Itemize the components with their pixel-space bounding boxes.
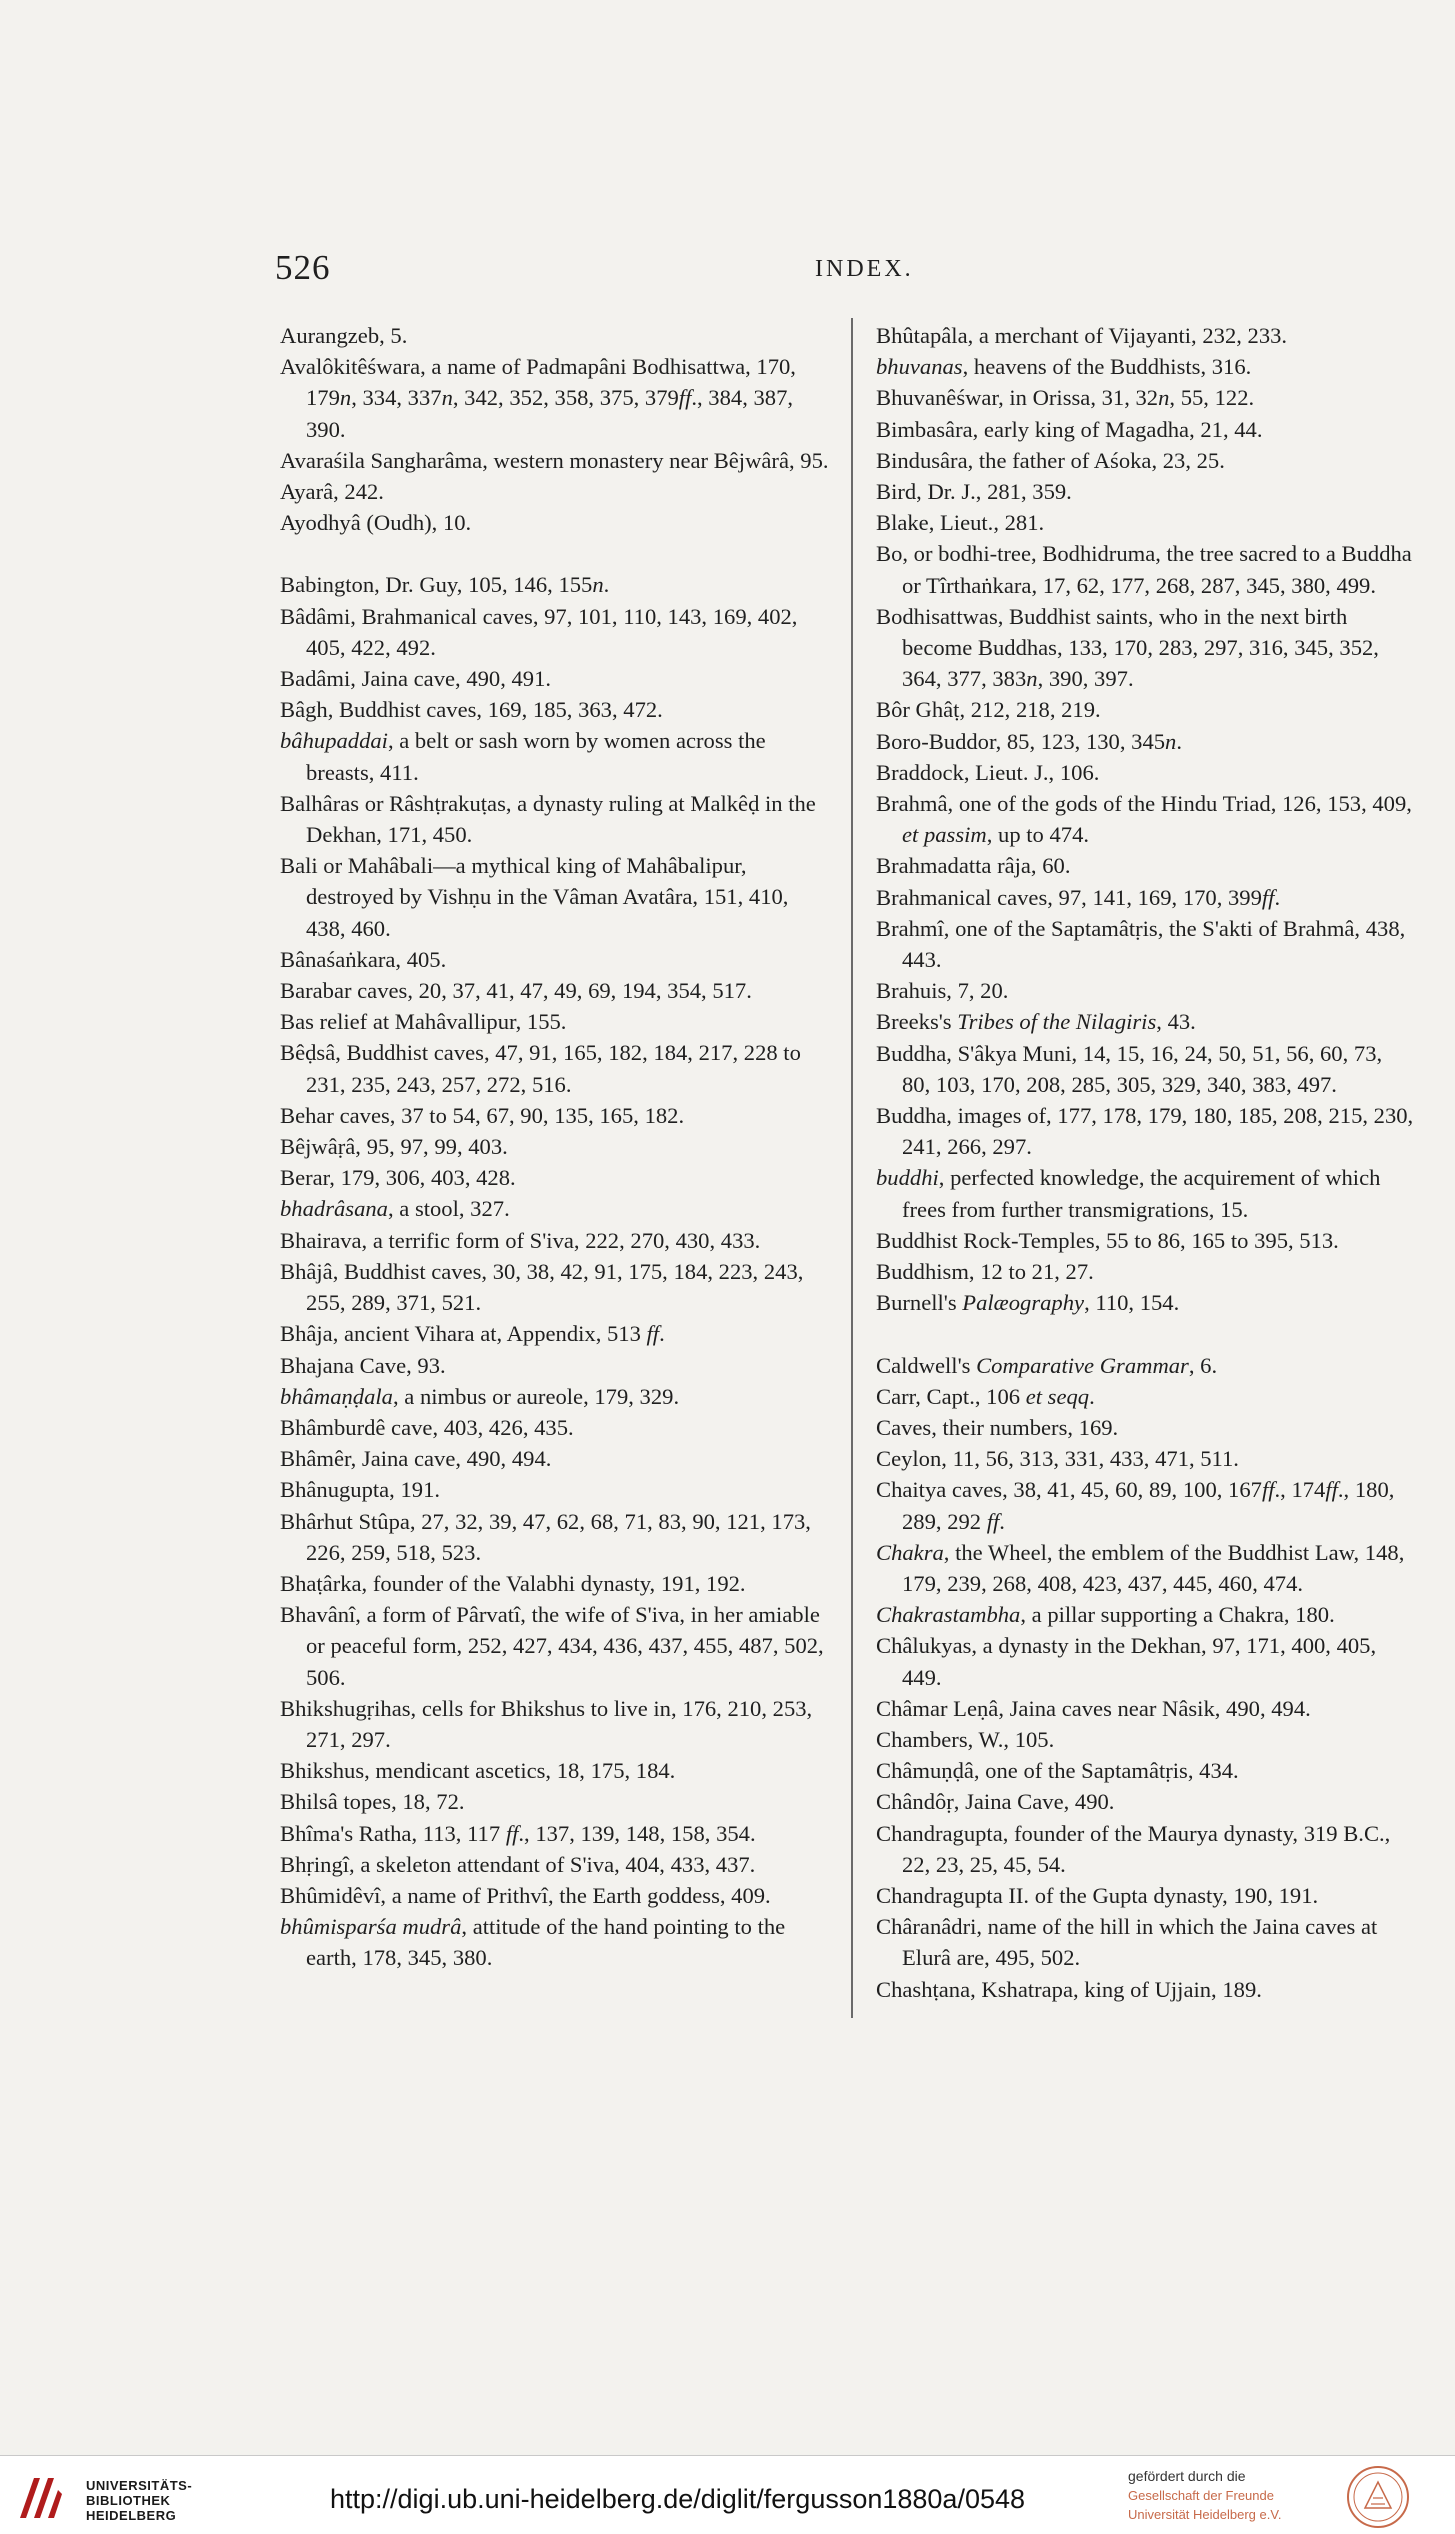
index-entry: Barabar caves, 20, 37, 41, 47, 49, 69, 194, 354, 517. <box>280 978 752 1004</box>
index-entry: Ayodhyâ (Oudh), 10. <box>280 510 472 536</box>
index-entry: Bimbasâra, early king of Magadha, 21, 44. <box>876 416 1263 442</box>
index-entry: Boro-Buddor, 85, 123, 130, 345n. <box>876 728 1182 754</box>
index-entry: Bali or Mahâbali—a mythical king of Mahâbalipur, destroyed by Vishṇu in the Vâman Avatâra, 151, 410, 438, 460. <box>280 853 789 941</box>
index-entry: Behar caves, 37 to 54, 67, 90, 135, 165, 182. <box>280 1102 685 1128</box>
index-entry: bâhupaddai, a belt or sash worn by women across the breasts, 411. <box>280 728 766 785</box>
index-entry: Babington, Dr. Guy, 105, 146, 155n. <box>280 572 610 598</box>
index-entry: Bâdâmi, Brahmanical caves, 97, 101, 110, 143, 169, 402, 405, 422, 492. <box>280 603 798 660</box>
index-column-left <box>280 320 830 1974</box>
index-entry: Chaitya caves, 38, 41, 45, 60, 89, 100, 167ff., 174ff., 180, 289, 292 ff. <box>876 1477 1395 1534</box>
index-entry: Burnell's Palæography, 110, 154. <box>876 1290 1180 1316</box>
index-entry: Buddhist Rock-Temples, 55 to 86, 165 to 395, 513. <box>876 1227 1339 1253</box>
index-entry: Bhûtapâla, a merchant of Vijayanti, 232, 233. <box>876 323 1288 348</box>
index-entry: Berar, 179, 306, 403, 428. <box>280 1165 516 1191</box>
running-title: INDEX. <box>815 256 914 282</box>
index-entry: Braddock, Lieut. J., 106. <box>876 759 1100 785</box>
sponsor-name-line: Gesellschaft der Freunde <box>1128 2488 1274 2503</box>
index-entry: Châmuṇḍâ, one of the Saptamâtṛis, 434. <box>876 1758 1239 1784</box>
sponsor-caption: gefördert durch die <box>1128 2468 1246 2484</box>
index-entry: Bêjwâṛâ, 95, 97, 99, 403. <box>280 1134 508 1160</box>
index-entry: Bhṛingî, a skeleton attendant of S'iva, 404, 433, 437. <box>280 1851 756 1877</box>
society-seal-icon <box>1345 2464 1411 2530</box>
university-library-logo-icon <box>14 2470 68 2524</box>
index-entry: Caves, their numbers, 169. <box>876 1414 1119 1440</box>
sponsor-block <box>1128 2468 1318 2522</box>
page-number: 526 <box>275 248 331 287</box>
index-entry: Bhajana Cave, 93. <box>280 1352 446 1378</box>
index-entry: Ceylon, 11, 56, 313, 331, 433, 471, 511. <box>876 1446 1239 1472</box>
index-entry: Bhânugupta, 191. <box>280 1477 441 1503</box>
index-entry: Bhâmêr, Jaina cave, 490, 494. <box>280 1446 552 1472</box>
index-entry: Chakrastambha, a pillar supporting a Chakra, 180. <box>876 1602 1335 1628</box>
index-entry: Bhûmidêvî, a name of Prithvî, the Earth goddess, 409. <box>280 1882 771 1908</box>
index-entry: Bhilsâ topes, 18, 72. <box>280 1789 465 1815</box>
index-entry: Bânaśaṅkara, 405. <box>280 946 447 972</box>
library-name-line: HEIDELBERG <box>86 2508 177 2523</box>
index-entry: Badâmi, Jaina cave, 490, 491. <box>280 666 552 692</box>
index-entry: Bhikshus, mendicant ascetics, 18, 175, 184. <box>280 1758 676 1784</box>
viewer-footer <box>0 2455 1455 2534</box>
library-name-line: UNIVERSITÄTS- <box>86 2478 193 2493</box>
index-entry: Bâgh, Buddhist caves, 169, 185, 363, 472. <box>280 697 663 723</box>
index-entry: Bhâja, ancient Vihara at, Appendix, 513 ff. <box>280 1321 665 1347</box>
index-entry: Bôr Ghâṭ, 212, 218, 219. <box>876 697 1101 723</box>
index-entry: Bhairava, a terrific form of S'iva, 222, 270, 430, 433. <box>280 1227 761 1253</box>
index-entry: Bhârhut Stûpa, 27, 32, 39, 47, 62, 68, 71, 83, 90, 121, 173, 226, 259, 518, 523. <box>280 1508 811 1565</box>
index-entry: Buddha, images of, 177, 178, 179, 180, 185, 208, 215, 230, 241, 266, 297. <box>876 1103 1414 1160</box>
column-divider <box>851 318 853 2018</box>
index-entry: Bhâjâ, Buddhist caves, 30, 38, 42, 91, 175, 184, 223, 243, 255, 289, 371, 521. <box>280 1258 804 1316</box>
index-entry: Chakra, the Wheel, the emblem of the Buddhist Law, 148, 179, 239, 268, 408, 423, 437, 445, 460, 474. <box>876 1539 1405 1596</box>
index-entry: bhûmisparśa mudrâ, attitude of the hand pointing to the earth, 178, 345, 380. <box>280 1914 786 1971</box>
index-entry: Brahuis, 7, 20. <box>876 978 1009 1004</box>
index-entry: Balhâras or Râshṭrakuṭas, a dynasty ruling at Malkêḍ in the Dekhan, 171, 450. <box>280 790 816 848</box>
index-entry: bhâmaṇḍala, a nimbus or aureole, 179, 329. <box>280 1383 680 1409</box>
index-entry: Brahmanical caves, 97, 141, 169, 170, 399ff. <box>876 884 1281 910</box>
index-column-right <box>876 320 1416 2005</box>
library-name-line: BIBLIOTHEK <box>86 2493 171 2508</box>
index-entry: buddhi, perfected knowledge, the acquirement of which frees from further transmigrations, 15. <box>876 1165 1381 1222</box>
index-entry: Bo, or bodhi-tree, Bodhidruma, the tree sacred to a Buddha or Tîrthaṅkara, 17, 62, 177, 268, 287, 345, 380, 499. <box>876 541 1412 598</box>
index-entry: Chambers, W., 105. <box>876 1726 1055 1752</box>
index-entry: Brahmî, one of the Saptamâtṛis, the S'akti of Brahmâ, 438, 443. <box>876 915 1406 973</box>
index-entry: Bhâmburdê cave, 403, 426, 435. <box>280 1414 574 1440</box>
index-entry: Bhuvanêśwar, in Orissa, 31, 32n, 55, 122. <box>876 385 1255 411</box>
index-entry: Chashṭana, Kshatrapa, king of Ujjain, 189. <box>876 1976 1262 2002</box>
index-entry: Bhikshugṛihas, cells for Bhikshus to live in, 176, 210, 253, 271, 297. <box>280 1695 813 1752</box>
index-entry: Bodhisattwas, Buddhist saints, who in the next birth become Buddhas, 133, 170, 283, 297, 316, 345, 352, 364, 377, 383n, 390, 397. <box>876 603 1379 692</box>
index-entry: Brahmadatta râja, 60. <box>876 853 1071 879</box>
index-entry: Châranâdri, name of the hill in which the Jaina caves at Elurâ are, 495, 502. <box>876 1914 1378 1971</box>
index-entry: Buddha, S'âkya Muni, 14, 15, 16, 24, 50, 51, 56, 60, 73, 80, 103, 170, 208, 285, 305, 329, 340, 383, 497. <box>876 1040 1383 1097</box>
sponsor-name-line: Universität Heidelberg e.V. <box>1128 2507 1282 2522</box>
permalink-url[interactable]: http://digi.ub.uni-heidelberg.de/diglit/fergusson1880a/0548 <box>330 2484 1026 2514</box>
index-entry: Bhaṭârka, founder of the Valabhi dynasty, 191, 192. <box>280 1570 746 1596</box>
index-entry: Châlukyas, a dynasty in the Dekhan, 97, 171, 400, 405, 449. <box>876 1633 1377 1690</box>
index-entry: Aurangzeb, 5. <box>280 323 408 348</box>
index-entry: Chândôṛ, Jaina Cave, 490. <box>876 1789 1115 1815</box>
library-name <box>86 2478 192 2523</box>
index-entry: Bird, Dr. J., 281, 359. <box>876 479 1072 505</box>
index-entry: Chandragupta, founder of the Maurya dynasty, 319 B.C., 22, 23, 25, 45, 54. <box>876 1820 1391 1877</box>
index-entry: Chandragupta II. of the Gupta dynasty, 190, 191. <box>876 1882 1319 1908</box>
index-entry: Buddhism, 12 to 21, 27. <box>876 1259 1094 1285</box>
page-header <box>275 248 1415 292</box>
index-entry: Bas relief at Mahâvallipur, 155. <box>280 1009 567 1035</box>
index-entry: Caldwell's Comparative Grammar, 6. <box>876 1352 1218 1378</box>
index-entry: bhuvanas, heavens of the Buddhists, 316. <box>876 354 1252 380</box>
index-entry: Bindusâra, the father of Aśoka, 23, 25. <box>876 447 1225 473</box>
index-entry: Bhavânî, a form of Pârvatî, the wife of S'iva, in her amiable or peaceful form, 252, 427, 434, 436, 437, 455, 487, 502, 506. <box>280 1602 824 1690</box>
index-entry: Bêḍsâ, Buddhist caves, 47, 91, 165, 182, 184, 217, 228 to 231, 235, 243, 257, 272, 516. <box>280 1040 801 1097</box>
index-entry: bhadrâsana, a stool, 327. <box>280 1196 510 1222</box>
index-entry: Ayarâ, 242. <box>280 479 384 505</box>
index-entry: Carr, Capt., 106 et seqq. <box>876 1383 1095 1409</box>
index-entry: Avalôkitêśwara, a name of Padmapâni Bodhisattwa, 170, 179n, 334, 337n, 342, 352, 358, 375, 379ff., 384, 387, 390. <box>280 354 796 442</box>
index-entry: Châmar Leṇâ, Jaina caves near Nâsik, 490, 494. <box>876 1695 1311 1721</box>
index-entry: Blake, Lieut., 281. <box>876 510 1045 536</box>
index-entry: Breeks's Tribes of the Nilagiris, 43. <box>876 1009 1196 1035</box>
index-entry: Bhîma's Ratha, 113, 117 ff., 137, 139, 148, 158, 354. <box>280 1820 756 1846</box>
index-entry: Avaraśila Sangharâma, western monastery near Bêjwârâ, 95. <box>280 447 829 473</box>
index-entry: Brahmâ, one of the gods of the Hindu Triad, 126, 153, 409, et passim, up to 474. <box>876 791 1412 848</box>
